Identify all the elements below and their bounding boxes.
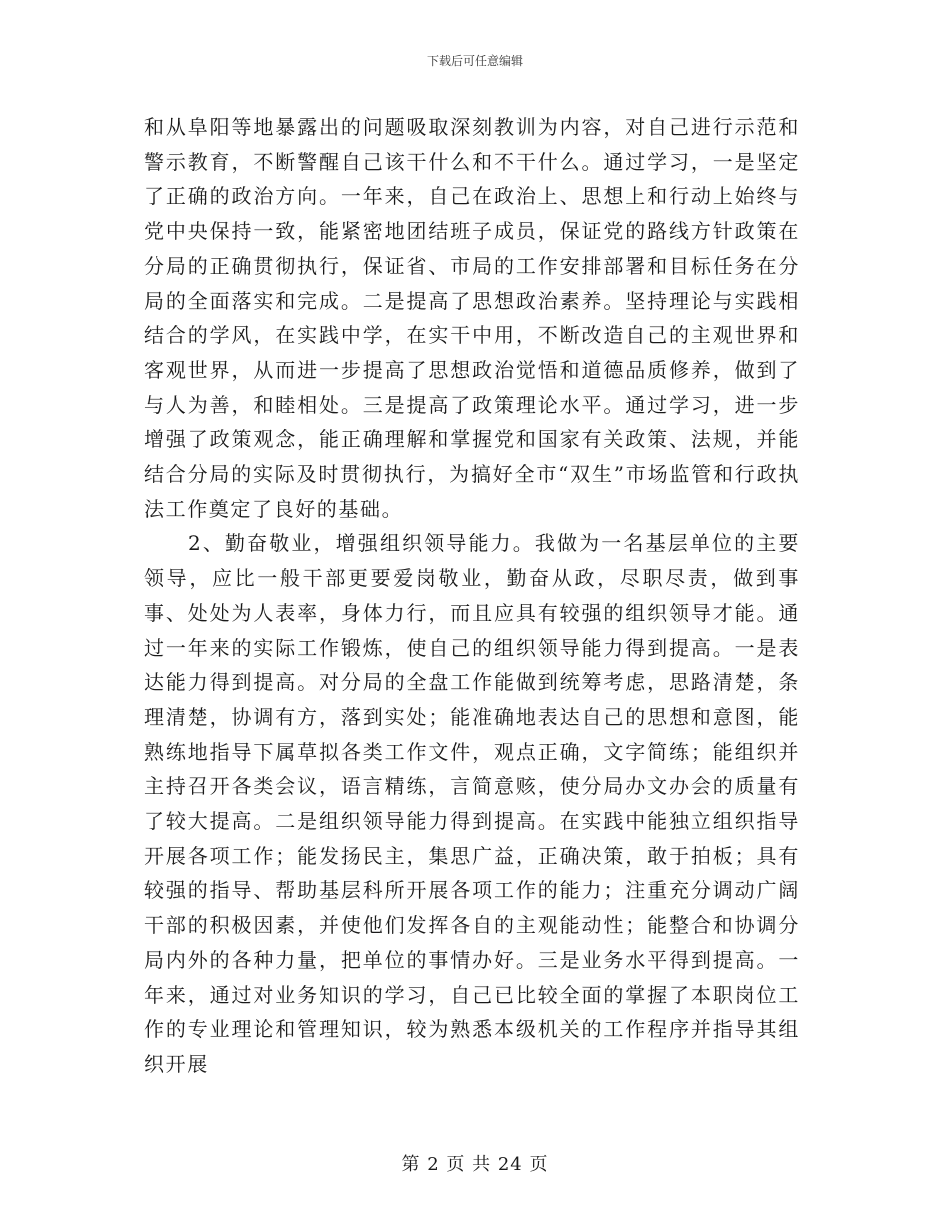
page-number-footer: 第 2 页 共 24 页 (401, 1154, 549, 1175)
paragraph-section-2: 2、勤奋敬业，增强组织领导能力。我做为一名基层单位的主要领导，应比一般干部更要爱岗敬业，勤奋从政，尽职尽责，做到事事、处处为人表率，身体力行，而且应具有较强的组织领导才能。通过一年来的实际工作锻炼，使自己的组织领导能力得到提高。一是表达能力得到提高。对分局的全盘工作能做到统筹考虑，思路清楚，条理清楚，协调有方，落到实处；能准确地表达自己的思想和意图，能熟练地指导下属草拟各类工作文件，观点正确，文字简练；能组织并主持召开各类会议，语言精练，言简意赅，使分局办文办会的质量有了较大提高。二是组织领导能力得到提高。在实践中能独立组织指导开展各项工作；能发扬民主，集思广益，正确决策，敢于拍板；具有较强的指导、帮助基层科所开展各项工作的能力；注重充分调动广阔干部的积极因素，并使他们发挥各自的主观能动性；能整合和协调分局内外的各种力量，把单位的事情办好。三是业务水平得到提高。一年来，通过对业务知识的学习，自己已比较全面的掌握了本职岗位工作的专业理论和管理知识，较为熟悉本级机关的工作程序并指导其组织开展 (144, 531, 800, 1076)
page-header-note: 下载后可任意编辑 (426, 54, 523, 68)
document-body (144, 110, 800, 1082)
paragraph-continued: 和从阜阳等地暴露出的问题吸取深刻教训为内容，对自己进行示范和警示教育，不断警醒自己该干什么和不干什么。通过学习，一是坚定了正确的政治方向。一年来，自己在政治上、思想上和行动上始终与党中央保持一致，能紧密地团结班子成员，保证党的路线方针政策在分局的正确贯彻执行，保证省、市局的工作安排部署和目标任务在分局的全面落实和完成。二是提高了思想政治素养。坚持理论与实践相结合的学风，在实践中学，在实干中用，不断改造自己的主观世界和客观世界，从而进一步提高了思想政治觉悟和道德品质修养，做到了与人为善，和睦相处。三是提高了政策理论水平。通过学习，进一步增强了政策观念，能正确理解和掌握党和国家有关政策、法规，并能结合分局的实际及时贯彻执行，为搞好全市“双生”市场监管和行政执法工作奠定了良好的基础。 (144, 115, 800, 521)
